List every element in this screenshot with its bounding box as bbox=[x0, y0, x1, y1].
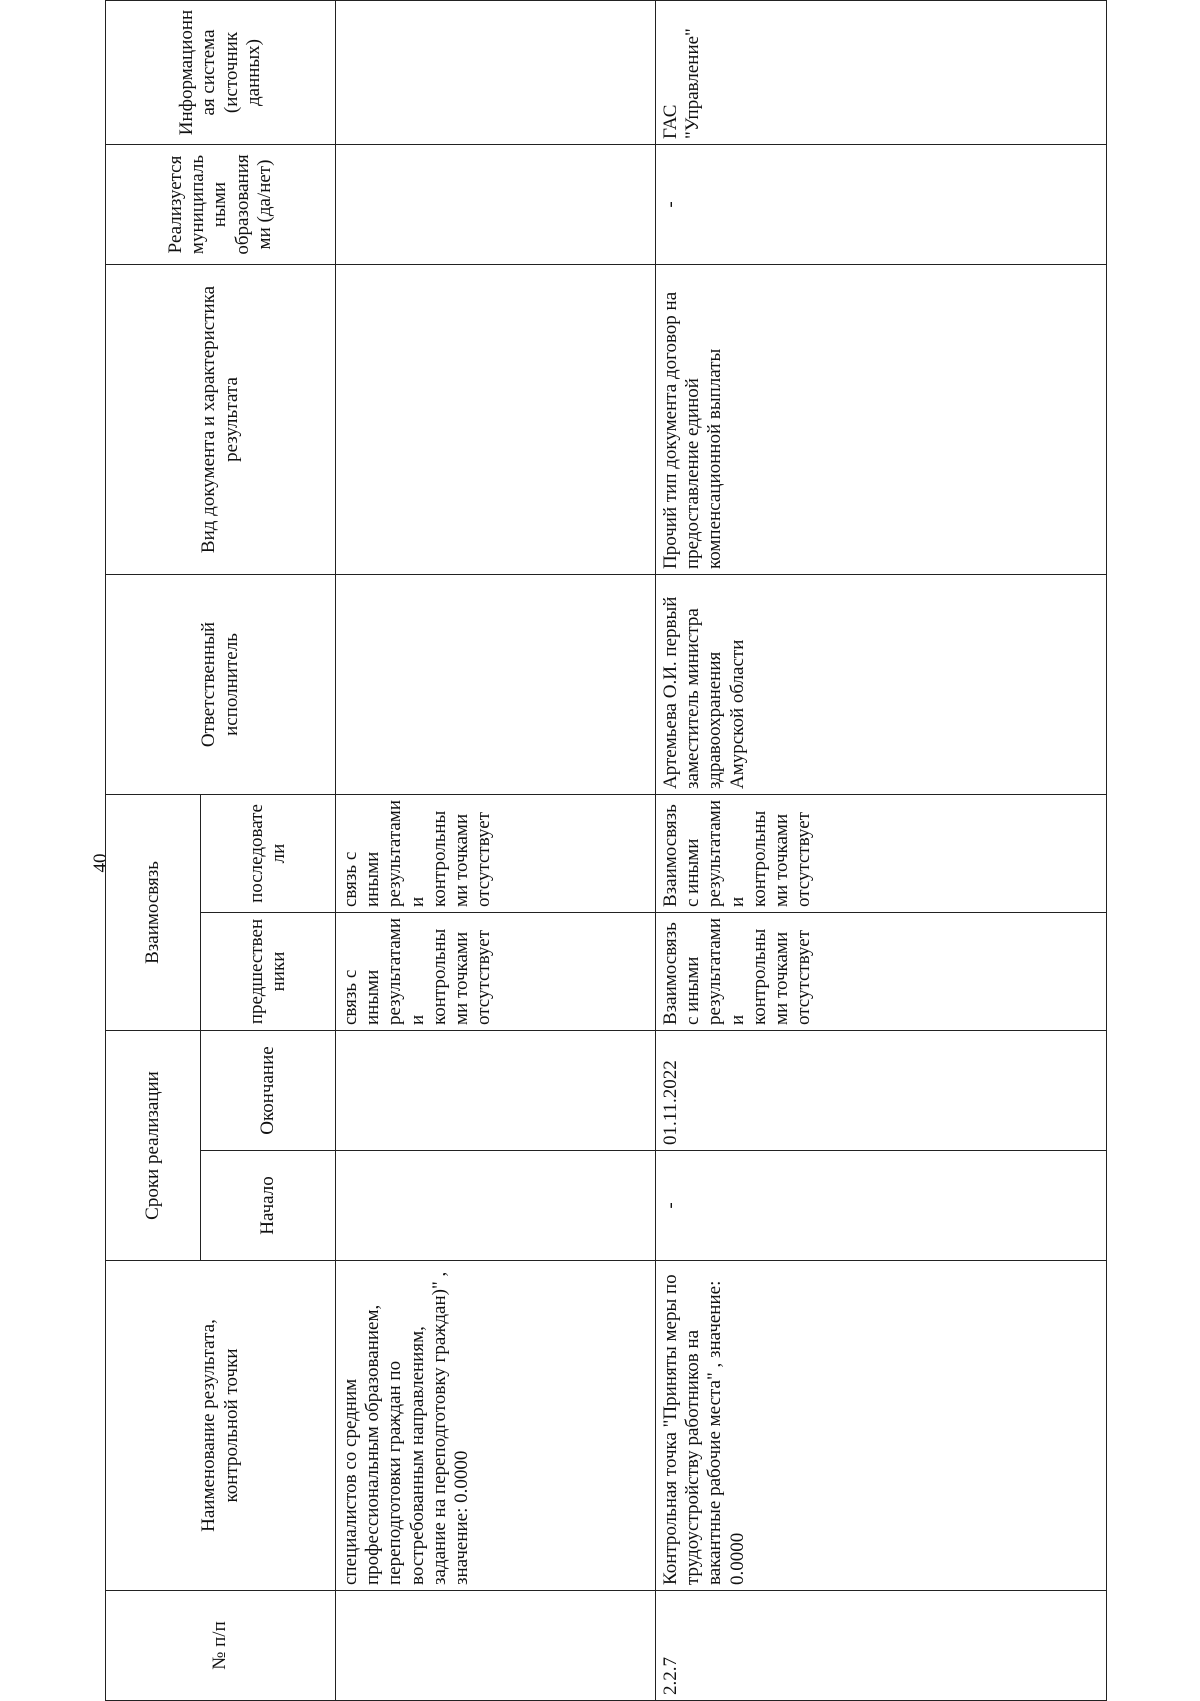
header-num: № п/п bbox=[106, 1591, 336, 1701]
cell-start bbox=[336, 1151, 656, 1261]
cell-num: 2.2.7 bbox=[656, 1591, 1107, 1701]
header-terms: Сроки реализации bbox=[106, 1031, 201, 1261]
cell-responsible: Артемьева О.И. первый заместитель министра здравоохранения Амурской области bbox=[656, 575, 1107, 795]
page-number: 40 bbox=[90, 853, 111, 873]
cell-municipal: - bbox=[656, 145, 1107, 265]
table-row bbox=[336, 1, 656, 1701]
cell-successors: Взаимосвязь с иными результатами и контрольными точками отсутствует bbox=[656, 795, 1107, 913]
cell-start: - bbox=[656, 1151, 1107, 1261]
results-table bbox=[105, 0, 1107, 1701]
cell-name: специалистов со средним профессиональным образованием, переподготовки граждан по востребованным направлениям, задание на переподготовку граждан)" , значение: 0.0000 bbox=[336, 1261, 656, 1591]
header-name: Наименование результата, контрольной точки bbox=[106, 1261, 336, 1591]
header-successors: последователи bbox=[201, 795, 336, 913]
cell-name: Контрольная точка "Приняты меры по трудоустройству работников на вакантные рабочие места" , значение: 0.0000 bbox=[656, 1261, 1107, 1591]
header-start: Начало bbox=[201, 1151, 336, 1261]
header-info-system: Информационная система (источник данных) bbox=[106, 1, 336, 145]
header-row-top bbox=[106, 1, 201, 1701]
cell-info-system: ГАС "Управление" bbox=[656, 1, 1107, 145]
cell-municipal bbox=[336, 145, 656, 265]
results-table-container bbox=[105, 1, 1106, 1701]
cell-end bbox=[336, 1031, 656, 1151]
cell-successors: связь с иными результатами и контрольными точками отсутствует bbox=[336, 795, 656, 913]
cell-predecessors: Взаимосвязь с иными результатами и контрольными точками отсутствует bbox=[656, 913, 1107, 1031]
cell-responsible bbox=[336, 575, 656, 795]
cell-info-system bbox=[336, 1, 656, 145]
header-municipal: Реализуется муниципальными образованиями (да/нет) bbox=[106, 145, 336, 265]
cell-doc-type bbox=[336, 265, 656, 575]
header-relation: Взаимосвязь bbox=[106, 795, 201, 1031]
cell-doc-type: Прочий тип документа договор на предоставление единой компенсационной выплаты bbox=[656, 265, 1107, 575]
header-predecessors: предшественники bbox=[201, 913, 336, 1031]
table-row bbox=[656, 1, 1107, 1701]
cell-end: 01.11.2022 bbox=[656, 1031, 1107, 1151]
header-doc-type: Вид документа и характеристика результата bbox=[106, 265, 336, 575]
cell-num bbox=[336, 1591, 656, 1701]
header-responsible: Ответственный исполнитель bbox=[106, 575, 336, 795]
header-end: Окончание bbox=[201, 1031, 336, 1151]
cell-predecessors: связь с иными результатами и контрольными точками отсутствует bbox=[336, 913, 656, 1031]
